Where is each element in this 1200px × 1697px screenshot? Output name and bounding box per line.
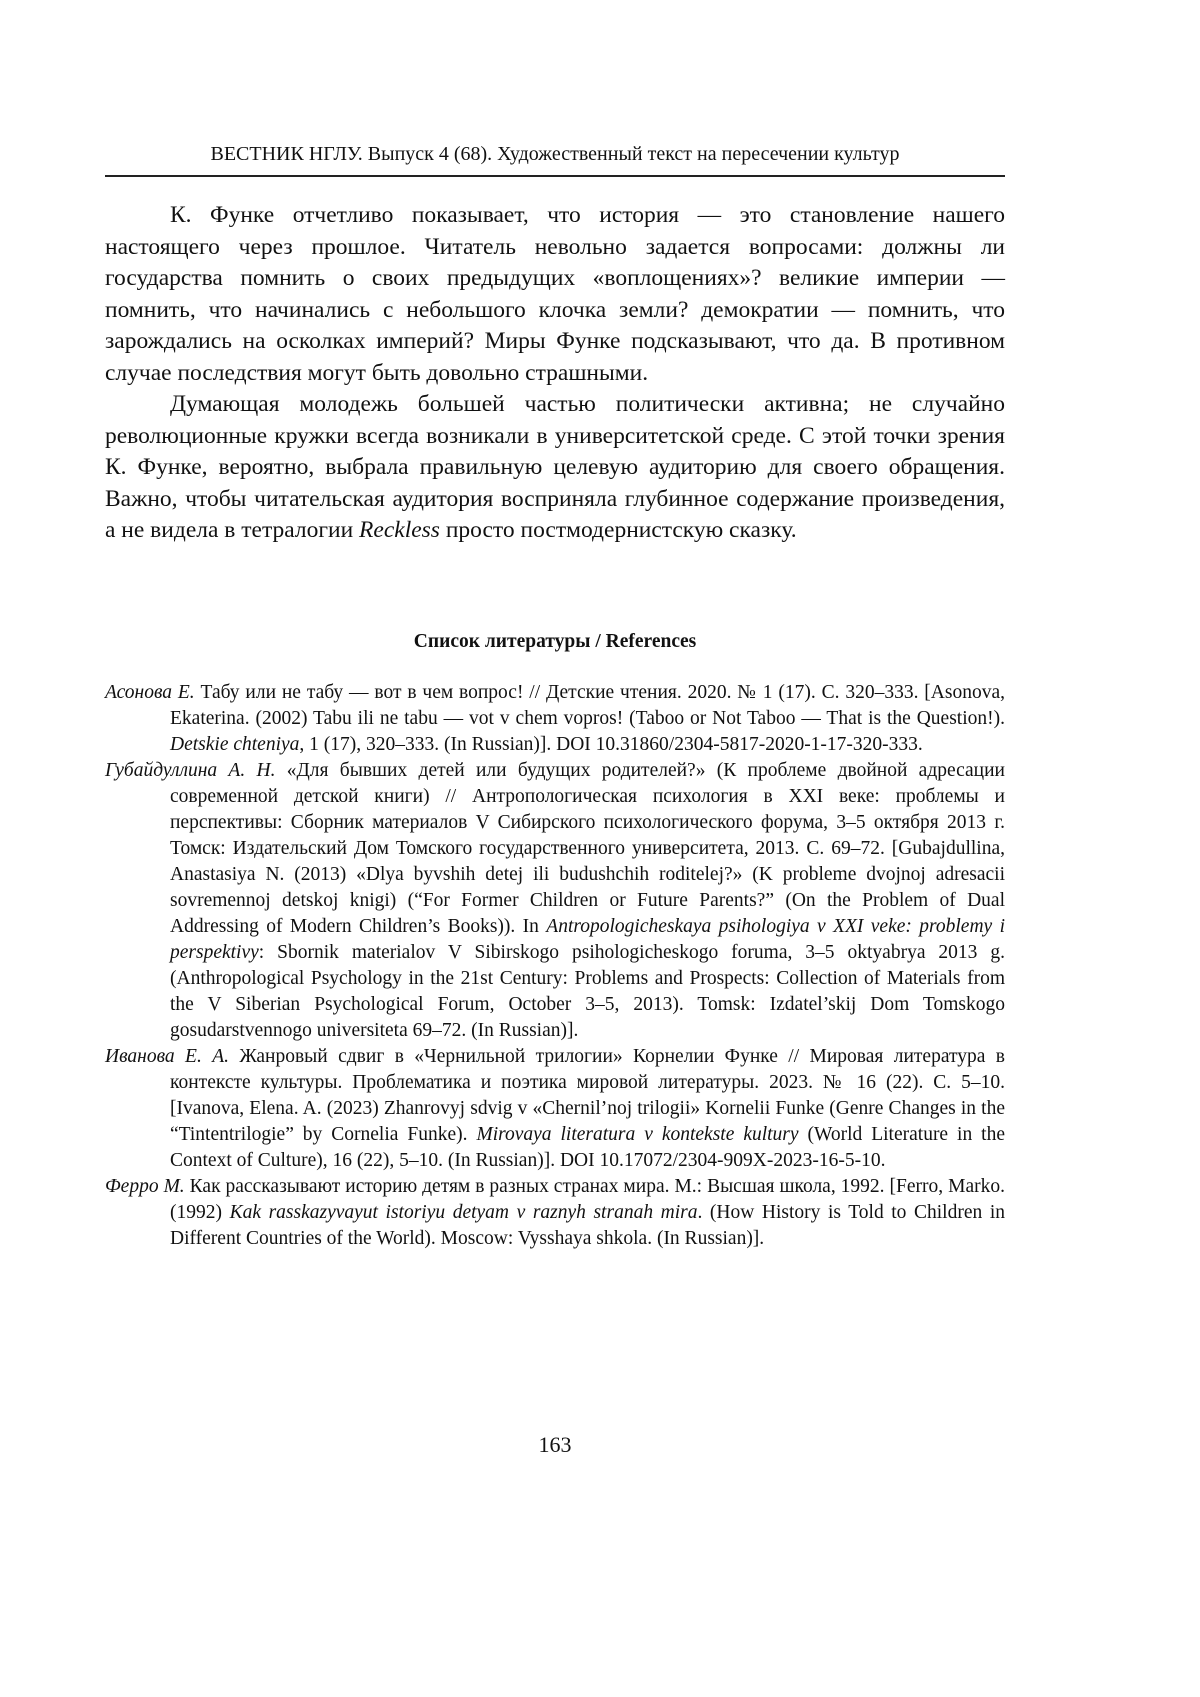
ref-text: «Для бывших детей или будущих родителей?» (К проблеме двойной адресации современной детской книги) // Антропологическая психология в XXI веке: проблемы и перспективы: Сборник материалов V Сибирского психологического форума, 3–5 октября 2013 г. Томск: Издательский Дом Томского государственного университета, 2013. С. 69–72. [Gubajdullina, Anastasiya N. (2013) «Dlya byvshih detej ili budushchih roditelej?» (K probleme dvojnoj adresacii sovremennoj detskoj knigi) (“For Former Children or Future Parents?” (On the Problem of Dual Addressing of Modern Children’s Books)). In xyxy=(170,760,1005,937)
ref-text: Жанровый сдвиг в «Чернильной трилогии» Корнелии Функе // Мировая литература в контексте культуры. Проблематика и поэтика мировой литературы. 2023. № 16 (22). С. 5–10. [Ivanova, Elena. A. (2023) Zhanrovyj sdvig v «Chernil’noj trilogii» Kornelii Funke (Genre Changes in the “Tintentrilogie” by Cornelia Funke). xyxy=(170,1046,1005,1145)
running-header: ВЕСТНИК НГЛУ. Выпуск 4 (68). Художественный текст на пересечении культур xyxy=(105,143,1005,166)
ref-author: Губайдуллина А. Н. xyxy=(105,760,275,781)
ref-text: Как рассказывают историю детям в разных странах мира. М.: Высшая школа, 1992. [Ferro, Marko. (1992) xyxy=(170,1176,1005,1223)
ref-italic: Detskie chteniya xyxy=(170,734,299,755)
ref-author: Иванова Е. А. xyxy=(105,1046,229,1067)
italic-title: Reckless xyxy=(359,517,440,543)
reference-item xyxy=(105,680,1005,758)
ref-author: Ферро М. xyxy=(105,1176,185,1197)
ref-author: Асонова Е. xyxy=(105,682,195,703)
text: просто постмодернистскую сказку. xyxy=(440,517,797,543)
paragraph xyxy=(105,389,1005,547)
ref-text: . (How History is Told to Children in Different Countries of the World). Moscow: Vysshaya shkola. (In Russian)]. xyxy=(170,1202,1005,1249)
ref-text: , 1 (17), 320–333. (In Russian)]. DOI 10.31860/2304-5817-2020-1-17-320-333. xyxy=(299,734,922,755)
references-heading: Список литературы / References xyxy=(105,631,1005,653)
ref-text: Табу или не табу — вот в чем вопрос! // Детские чтения. 2020. № 1 (17). С. 320–333. [Asonova, Ekaterina. (2002) Tabu ili ne tabu — vot v chem vopros! (Taboo or Not Taboo — That is the Question!). xyxy=(170,682,1005,729)
ref-text: (World Literature in the Context of Culture), 16 (22), 5–10. (In Russian)]. DOI 10.17072/2304-909X-2023-16-5-10. xyxy=(170,1124,1005,1171)
references-list xyxy=(105,680,1005,1252)
reference-item xyxy=(105,1044,1005,1174)
reference-item xyxy=(105,1174,1005,1252)
header-rule xyxy=(105,175,1005,177)
text: Думающая молодежь большей частью политически активна; не случайно революционные кружки всегда возникали в университетской среде. С этой точки зрения К. Функе, вероятно, выбрала правильную целевую аудиторию для своего обращения. Важно, чтобы читательская аудитория восприняла глубинное содержание произведения, а не видела в тетралогии xyxy=(105,391,1005,543)
ref-italic: Mirovaya literatura v kontekste kultury xyxy=(476,1124,798,1145)
body-text xyxy=(105,200,1005,547)
ref-text: : Sbornik materialov V Sibirskogo psihologicheskogo foruma, 3–5 oktyabrya 2013 g. (Anthropological Psychology in the 21st Century: Problems and Prospects: Collection of Materials from the V Siberian Psychological Forum, October 3–5, 2013). Tomsk: Izdatel’skij Dom Tomskogo gosudarstvennogo universiteta 69–72. (In Russian)]. xyxy=(170,942,1005,1041)
paragraph: К. Функе отчетливо показывает, что история — это становление нашего настоящего через прошлое. Читатель невольно задается вопросами: должны ли государства помнить о своих предыдущих «воплощениях»? великие империи — помнить, что начинались с небольшого клочка земли? демократии — помнить, что зарождались на осколках империй? Миры Функе подсказывают, что да. В противном случае последствия могут быть довольно страшными. xyxy=(105,200,1005,389)
ref-italic: Antropologicheskaya psihologiya v XXI veke: problemy i perspektivy xyxy=(170,916,1005,963)
ref-italic: Kak rasskazyvayut istoriyu detyam v raznyh stranah mira xyxy=(230,1202,698,1223)
page-number: 163 xyxy=(105,1432,1005,1458)
reference-item xyxy=(105,758,1005,1044)
